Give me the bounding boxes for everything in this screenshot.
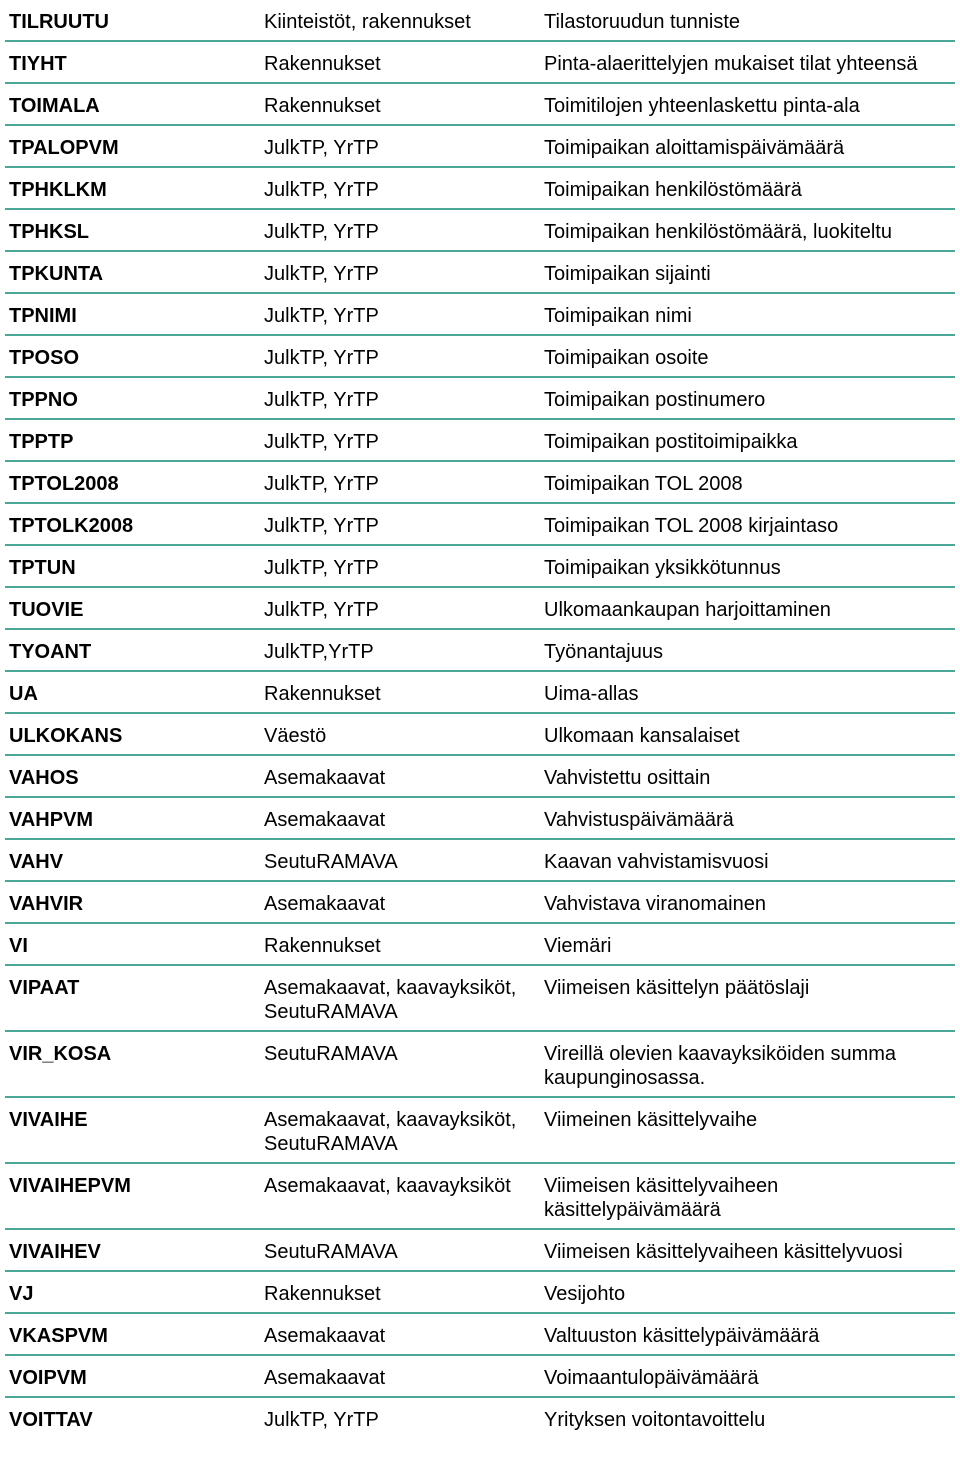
data-source-cell: JulkTP, YrTP: [260, 209, 540, 251]
variable-description-cell: Kaavan vahvistamisvuosi: [540, 839, 955, 881]
table-row: [5, 1229, 955, 1271]
variable-code-cell: TPTOLK2008: [5, 503, 260, 545]
variable-description-cell: Uima-allas: [540, 671, 955, 713]
data-source-cell: JulkTP, YrTP: [260, 587, 540, 629]
variable-description-cell: Vireillä olevien kaavayksiköiden summa kaupunginosassa.: [540, 1031, 955, 1097]
data-source-cell: Rakennukset: [260, 1271, 540, 1313]
variable-code-cell: TPALOPVM: [5, 125, 260, 167]
variable-description-cell: Toimipaikan henkilöstömäärä: [540, 167, 955, 209]
variable-code-cell: UA: [5, 671, 260, 713]
data-source-cell: Asemakaavat: [260, 1313, 540, 1355]
variable-description-cell: Viimeinen käsittelyvaihe: [540, 1097, 955, 1163]
variable-code-cell: VAHVIR: [5, 881, 260, 923]
table-row: [5, 755, 955, 797]
table-row: [5, 335, 955, 377]
data-source-cell: Asemakaavat: [260, 881, 540, 923]
data-source-cell: JulkTP, YrTP: [260, 545, 540, 587]
variable-code-cell: VAHPVM: [5, 797, 260, 839]
variable-code-cell: ULKOKANS: [5, 713, 260, 755]
data-source-cell: JulkTP, YrTP: [260, 293, 540, 335]
variable-description-cell: Toimipaikan osoite: [540, 335, 955, 377]
data-source-cell: JulkTP, YrTP: [260, 167, 540, 209]
table-row: [5, 209, 955, 251]
variable-description-cell: Valtuuston käsittelypäivämäärä: [540, 1313, 955, 1355]
data-source-cell: Asemakaavat: [260, 1355, 540, 1397]
variable-description-cell: Ulkomaan kansalaiset: [540, 713, 955, 755]
table-row: [5, 1097, 955, 1163]
table-row: [5, 713, 955, 755]
table-row: [5, 1031, 955, 1097]
data-source-cell: JulkTP,YrTP: [260, 629, 540, 671]
table-row: [5, 293, 955, 335]
variable-code-cell: TPPNO: [5, 377, 260, 419]
data-source-cell: Asemakaavat, kaavayksiköt: [260, 1163, 540, 1229]
table-row: [5, 587, 955, 629]
variable-description-cell: Viimeisen käsittelyn päätöslaji: [540, 965, 955, 1031]
variable-description-cell: Toimitilojen yhteenlaskettu pinta-ala: [540, 83, 955, 125]
variable-description-cell: Pinta-alaerittelyjen mukaiset tilat yhteensä: [540, 41, 955, 83]
table-row: [5, 839, 955, 881]
data-source-cell: SeutuRAMAVA: [260, 1031, 540, 1097]
variable-description-cell: Toimipaikan postitoimipaikka: [540, 419, 955, 461]
table-body: [5, 0, 955, 1438]
variable-description-cell: Ulkomaankaupan harjoittaminen: [540, 587, 955, 629]
data-source-cell: JulkTP, YrTP: [260, 419, 540, 461]
table-row: [5, 1271, 955, 1313]
variable-description-cell: Toimipaikan TOL 2008: [540, 461, 955, 503]
variable-description-cell: Vesijohto: [540, 1271, 955, 1313]
variable-code-cell: TPTOL2008: [5, 461, 260, 503]
variable-code-cell: VOITTAV: [9, 1409, 93, 1431]
data-source-cell: JulkTP, YrTP: [260, 335, 540, 377]
data-source-cell: Rakennukset: [260, 671, 540, 713]
variable-description-cell: Vahvistava viranomainen: [540, 881, 955, 923]
data-source-cell: Asemakaavat: [260, 797, 540, 839]
variable-code-cell: VIPAAT: [5, 965, 260, 1031]
table-row: [5, 965, 955, 1031]
variable-code-cell: TUOVIE: [5, 587, 260, 629]
data-source-cell: Rakennukset: [260, 41, 540, 83]
table-row: [5, 377, 955, 419]
variable-code-cell: VOIPVM: [5, 1355, 260, 1397]
variable-definition-table: [5, 0, 955, 1438]
table-row: [5, 797, 955, 839]
variable-code-cell: TIYHT: [5, 41, 260, 83]
variable-code-cell: TYOANT: [5, 629, 260, 671]
table-row: [5, 167, 955, 209]
variable-code-cell: VIVAIHEPVM: [5, 1163, 260, 1229]
variable-description-cell: Vahvistuspäivämäärä: [540, 797, 955, 839]
data-source-cell: Asemakaavat: [260, 755, 540, 797]
table-row: [5, 0, 955, 41]
variable-code-cell: TILRUUTU: [5, 0, 260, 41]
variable-description-cell: Toimipaikan nimi: [540, 293, 955, 335]
variable-description-cell: Toimipaikan TOL 2008 kirjaintaso: [540, 503, 955, 545]
variable-code-cell: VI: [5, 923, 260, 965]
table-row: [5, 545, 955, 587]
variable-description-cell: Viimeisen käsittelyvaiheen käsittelyvuosi: [540, 1229, 955, 1271]
variable-code-cell: VAHOS: [5, 755, 260, 797]
table-row: [5, 629, 955, 671]
data-source-cell: JulkTP, YrTP: [260, 251, 540, 293]
variable-code-cell: VJ: [5, 1271, 260, 1313]
variable-code-cell: VIR_KOSA: [5, 1031, 260, 1097]
variable-code-cell: VKASPVM: [5, 1313, 260, 1355]
data-source-cell: Asemakaavat, kaavayksiköt, SeutuRAMAVA: [260, 1097, 540, 1163]
variable-description-cell: Voimaantulopäivämäärä: [540, 1355, 955, 1397]
variable-code-cell: TPNIMI: [5, 293, 260, 335]
variable-description-cell: Toimipaikan yksikkötunnus: [540, 545, 955, 587]
table-row: [5, 41, 955, 83]
variable-description-cell: Viemäri: [540, 923, 955, 965]
table-row: [5, 83, 955, 125]
table-row: [5, 1163, 955, 1229]
variable-code-cell: TPHKSL: [5, 209, 260, 251]
variable-description-cell: Työnantajuus: [540, 629, 955, 671]
table-row: [5, 251, 955, 293]
data-source-cell: JulkTP, YrTP: [260, 461, 540, 503]
variable-code-cell: TOIMALA: [5, 83, 260, 125]
table-row: [5, 419, 955, 461]
data-source-cell: Asemakaavat, kaavayksiköt, SeutuRAMAVA: [260, 965, 540, 1031]
table-row: [5, 1355, 955, 1397]
variable-code-cell: TPKUNTA: [5, 251, 260, 293]
variable-code-cell: TPHKLKM: [5, 167, 260, 209]
variable-description-cell: Tilastoruudun tunniste: [540, 0, 955, 41]
variable-description-cell: Toimipaikan henkilöstömäärä, luokiteltu: [540, 209, 955, 251]
variable-code-cell: TPTUN: [5, 545, 260, 587]
data-source-cell: Väestö: [260, 713, 540, 755]
table-row: [5, 503, 955, 545]
variable-description-cell: Viimeisen käsittelyvaiheen käsittelypäivämäärä: [540, 1163, 955, 1229]
variable-code-cell: VAHV: [5, 839, 260, 881]
table-row: [5, 671, 955, 713]
data-source-cell: SeutuRAMAVA: [260, 1229, 540, 1271]
data-source-cell: Kiinteistöt, rakennukset: [260, 0, 540, 41]
data-source-cell: Rakennukset: [260, 83, 540, 125]
variable-description-cell: Toimipaikan sijainti: [540, 251, 955, 293]
table-row: [5, 881, 955, 923]
data-source-cell: Rakennukset: [260, 923, 540, 965]
variable-description-cell: Yrityksen voitontavoittelu: [544, 1409, 766, 1431]
table-row: [5, 1397, 955, 1438]
variable-description-cell: Toimipaikan aloittamispäivämäärä: [540, 125, 955, 167]
table-row: [5, 461, 955, 503]
variable-code-cell: TPPTP: [5, 419, 260, 461]
table-row: [5, 125, 955, 167]
data-source-cell: JulkTP, YrTP: [264, 1409, 379, 1431]
variable-code-cell: VIVAIHEV: [5, 1229, 260, 1271]
variable-description-cell: Toimipaikan postinumero: [540, 377, 955, 419]
variable-description-cell: Vahvistettu osittain: [540, 755, 955, 797]
table-row: [5, 923, 955, 965]
variable-code-cell: TPOSO: [5, 335, 260, 377]
data-source-cell: JulkTP, YrTP: [260, 503, 540, 545]
table-row: [5, 1313, 955, 1355]
data-source-cell: JulkTP, YrTP: [260, 125, 540, 167]
variable-code-cell: VIVAIHE: [5, 1097, 260, 1163]
data-source-cell: SeutuRAMAVA: [260, 839, 540, 881]
data-source-cell: JulkTP, YrTP: [260, 377, 540, 419]
